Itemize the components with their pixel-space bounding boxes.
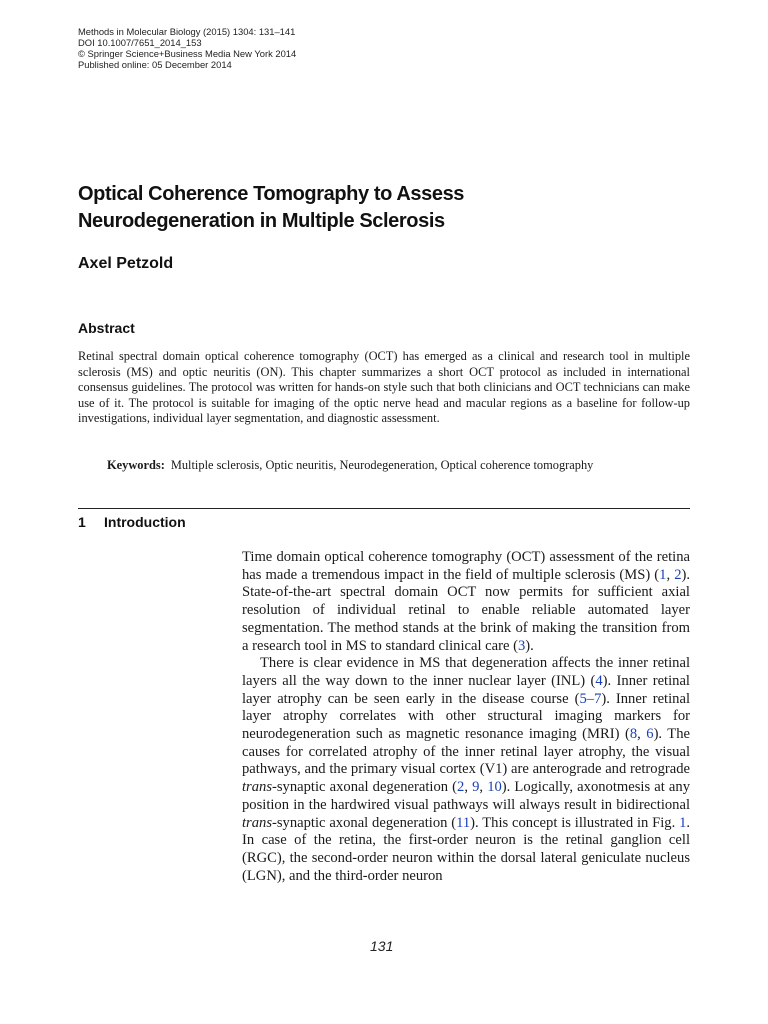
paragraph-text: , [666,566,675,583]
paper-title [78,181,638,235]
citation-link[interactable]: 10 [487,779,502,796]
citation-link[interactable]: 9 [472,779,480,796]
citation-link[interactable]: 6 [646,726,654,743]
paragraph-text: ). State-of-the-art spectral domain OCT now permits for sufficient axial resolution of individual retinal to enable reliable automated layer segmentation. The method stands at the brink of making the transition from a research tool in MS to standard clinical care ( [242,566,690,654]
citation-link[interactable]: 2 [674,566,682,583]
paper-title-line-1: Optical Coherence Tomography to Assess [78,183,465,205]
author-name: Axel Petzold [78,255,174,272]
paragraph-text: , [479,779,488,796]
journal-citation: Methods in Molecular Biology (2015) 1304: 131–141 [78,26,296,37]
paragraph-text: Time domain optical coherence tomography (OCT) assessment of the retina has made a tremendous impact in the field of multiple sclerosis (MS) ( [242,549,690,583]
section-number: 1 [78,514,86,530]
citation-link[interactable]: 8 [629,726,638,743]
paragraph-text: ). Inner retinal layer atrophy correlates with other structural imaging markers for neurodegeneration such as magnetic resonance imaging (MRI) ( [242,690,690,743]
keywords [107,458,707,473]
abstract-heading: Abstract [78,320,135,336]
paragraph-text: ). [525,637,534,654]
paragraph-text: ). Inner retinal layer atrophy can be seen early in the disease course ( [242,672,690,707]
abstract-text: Retinal spectral domain optical coherence tomography (OCT) has emerged as a clinical and research tool in multiple sclerosis (MS) and optic neuritis (ON). This chapter summarizes a short OCT protocol as included in international consensus guidelines. The protocol was written for hands-on style such that both clinicians and OCT technicians can make use of it. The protocol is suitable for imaging of the optic nerve head and macular regions as a baseline for follow-up investigations, individual layer segmentation, and diagnostic assessment. [78,349,690,426]
citation-link[interactable]: 4 [595,672,603,689]
published-date: Published online: 05 December 2014 [78,59,232,70]
paragraph-text: -synaptic axonal degeneration ( [272,779,458,796]
paragraph-text: . In case of the retina, the first-order neuron is the retinal ganglion cell (RGC), the second-order neuron within the dorsal lateral geniculate nucleus (LGN), and the third-order neuron [242,814,691,884]
section-title: Introduction [104,514,186,530]
paragraph-text: ). The causes for correlated atrophy of the inner retinal layer atrophy, the visual pathways, and the primary visual cortex (V1) are anterograde and retrograde [242,726,690,778]
paragraph-text: -synaptic axonal degeneration ( [272,814,457,831]
citation-link[interactable]: 1 [679,814,687,831]
paragraph-text: ). This concept is illustrated in Fig. [470,814,680,831]
citation-link[interactable]: 5–7 [579,690,602,707]
paragraph-text: ). Logically, axonotmesis at any position in the hardwired visual pathways will always result in bidirectional [242,779,691,813]
paragraph [242,655,690,885]
keywords-label: Keywords: [107,458,165,472]
paper-title-line-2: Neurodegeneration in Multiple Sclerosis [78,210,445,232]
italic-term: trans [242,779,273,796]
copyright: © Springer Science+Business Media New York 2014 [78,48,297,59]
keywords-text: Multiple sclerosis, Optic neuritis, Neurodegeneration, Optical coherence tomography [170,458,594,472]
citation-link[interactable]: 3 [517,637,526,654]
paragraph-text: , [464,779,473,796]
paragraph-text: There is clear evidence in MS that degeneration affects the inner retinal layers all the way down to the inner nuclear layer (INL) ( [242,655,690,689]
page-number: 131 [370,938,394,954]
paragraph [242,549,690,655]
citation-link[interactable]: 11 [456,814,471,831]
citation-link[interactable]: 1 [659,566,667,583]
citation-link[interactable]: 2 [457,779,465,796]
doi: DOI 10.1007/7651_2014_153 [78,37,202,48]
italic-term: trans [242,814,273,831]
paragraph-text: , [637,726,647,743]
introduction-body [242,549,690,885]
publication-metadata [78,26,296,70]
section-heading [78,514,186,530]
section-divider [78,508,690,509]
